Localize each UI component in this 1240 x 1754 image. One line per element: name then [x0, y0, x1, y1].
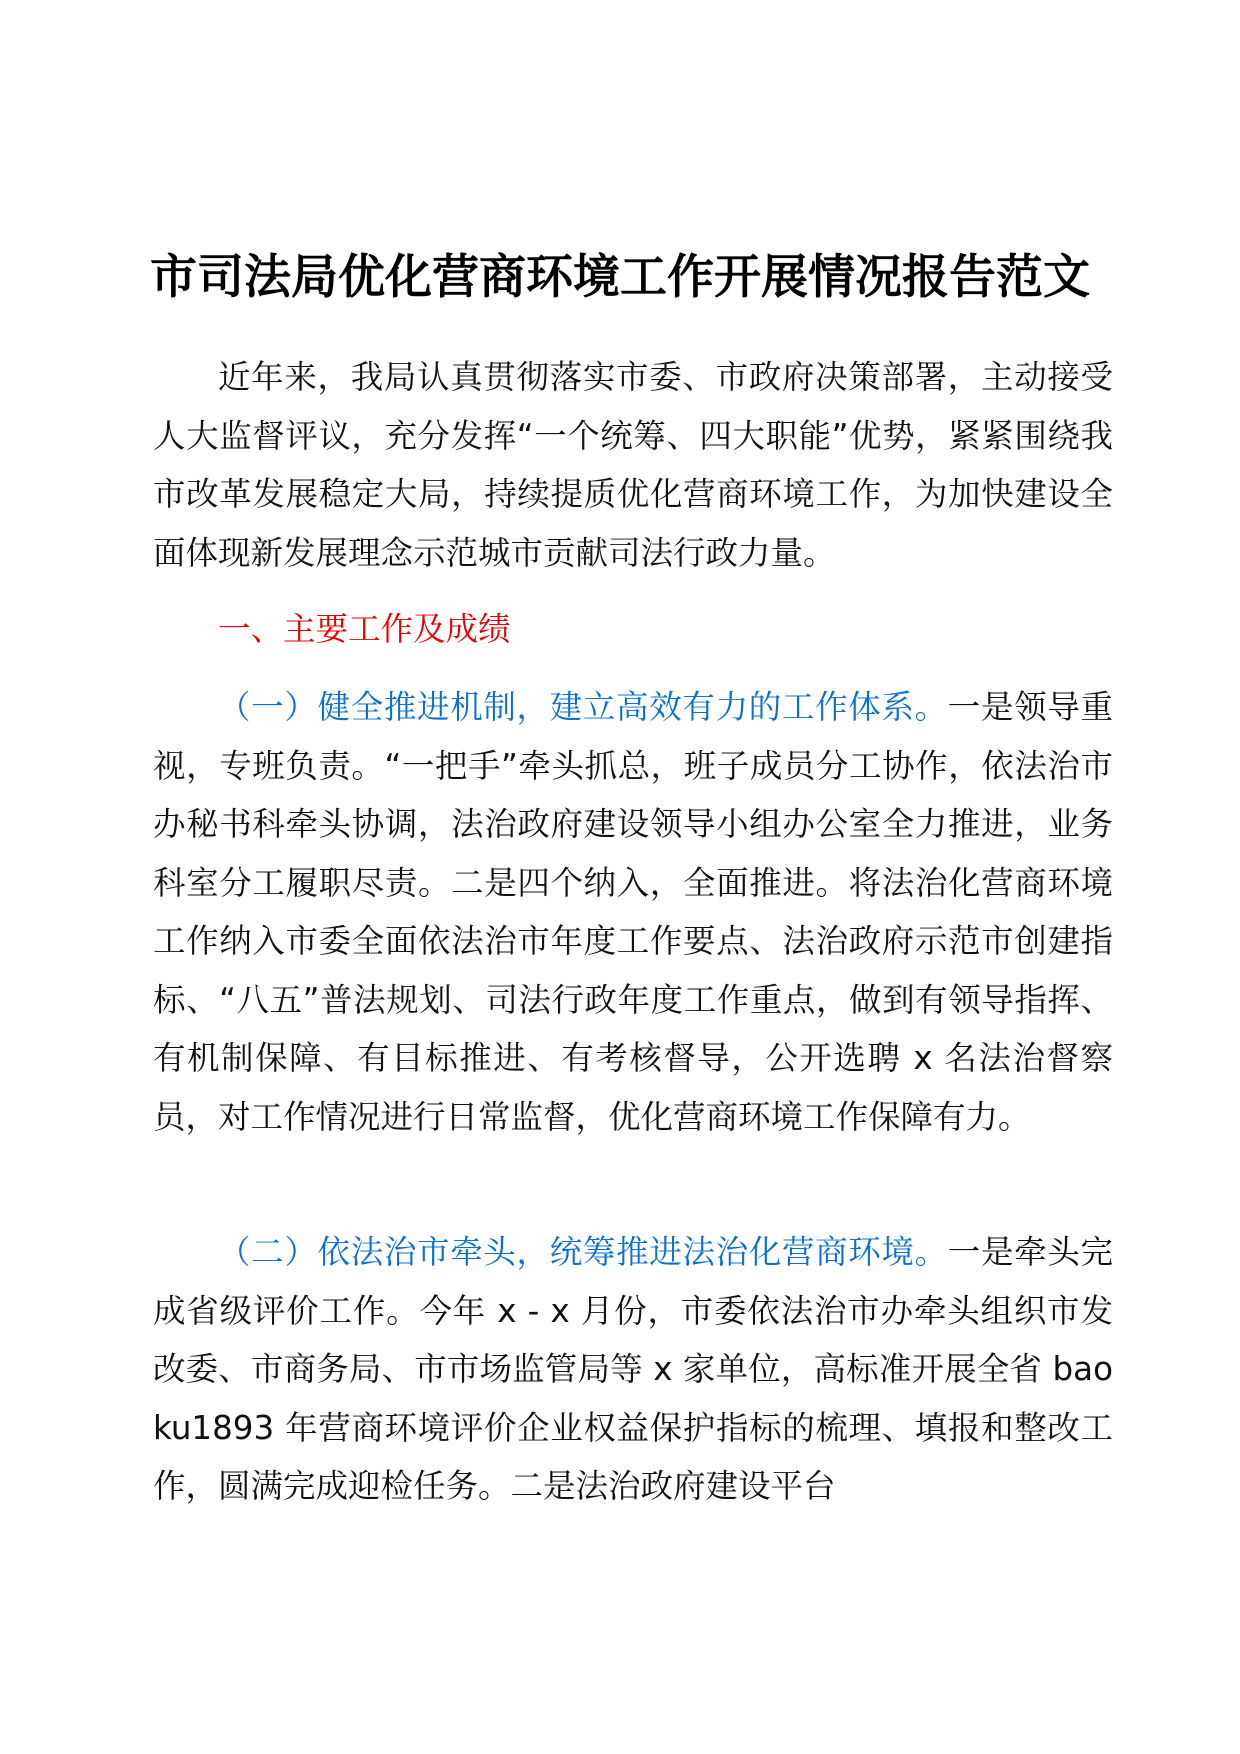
section-heading: 一、主要工作及成绩 [218, 610, 511, 648]
subsection-1-text: 一是领导重视，专班负责。“一把手”牵头抓总，班子成员分工协作，依法治市办秘书科牵头协调，法治政府建设领导小组办公室全力推进，业务科室分工履职尽责。二是四个纳入，全面推进。将法治化营商环境工作纳入市委全面依法治市年度工作要点、法治政府示范市创建指标、“八五”普法规划、司法行政年度工作重点，做到有领导指挥、有机制保障、有目标推进、有考核督导，公开选聘 x 名法治督察员，对工作情况进行日常监督，优化营商环境工作保障有力。 [153, 688, 1113, 1136]
subsection-2-paragraph [153, 1223, 1113, 1516]
document-title: 市司法局优化营商环境工作开展情况报告范文 [150, 250, 1090, 305]
intro-paragraph: 近年来，我局认真贯彻落实市委、市政府决策部署，主动接受人大监督评议，充分发挥“一个统筹、四大职能”优势，紧紧围绕我市改革发展稳定大局，持续提质优化营商环境工作，为加快建设全面体现新发展理念示范城市贡献司法行政力量。 [153, 358, 1113, 572]
subsection-1-paragraph [153, 678, 1113, 1146]
subsection-2-heading: （二）依法治市牵头，统筹推进法治化营商环境。 [218, 1233, 948, 1271]
subsection-2 [153, 1223, 1113, 1516]
subsection-2-text: 一是牵头完成省级评价工作。今年 x - x 月份，市委依法治市办牵头组织市发改委、市商务局、市市场监管局等 x 家单位，高标准开展全省 baoku1893 年营商环境评价企业权益保护指标的梳理、填报和整改工作，圆满完成迎检任务。二是法治政府建设平台 [153, 1233, 1113, 1505]
subsection-1-heading: （一）健全推进机制，建立高效有力的工作体系。 [218, 688, 948, 726]
section-heading-block [153, 600, 1113, 659]
subsection-1 [153, 678, 1113, 1146]
intro-paragraph-block [153, 348, 1113, 582]
